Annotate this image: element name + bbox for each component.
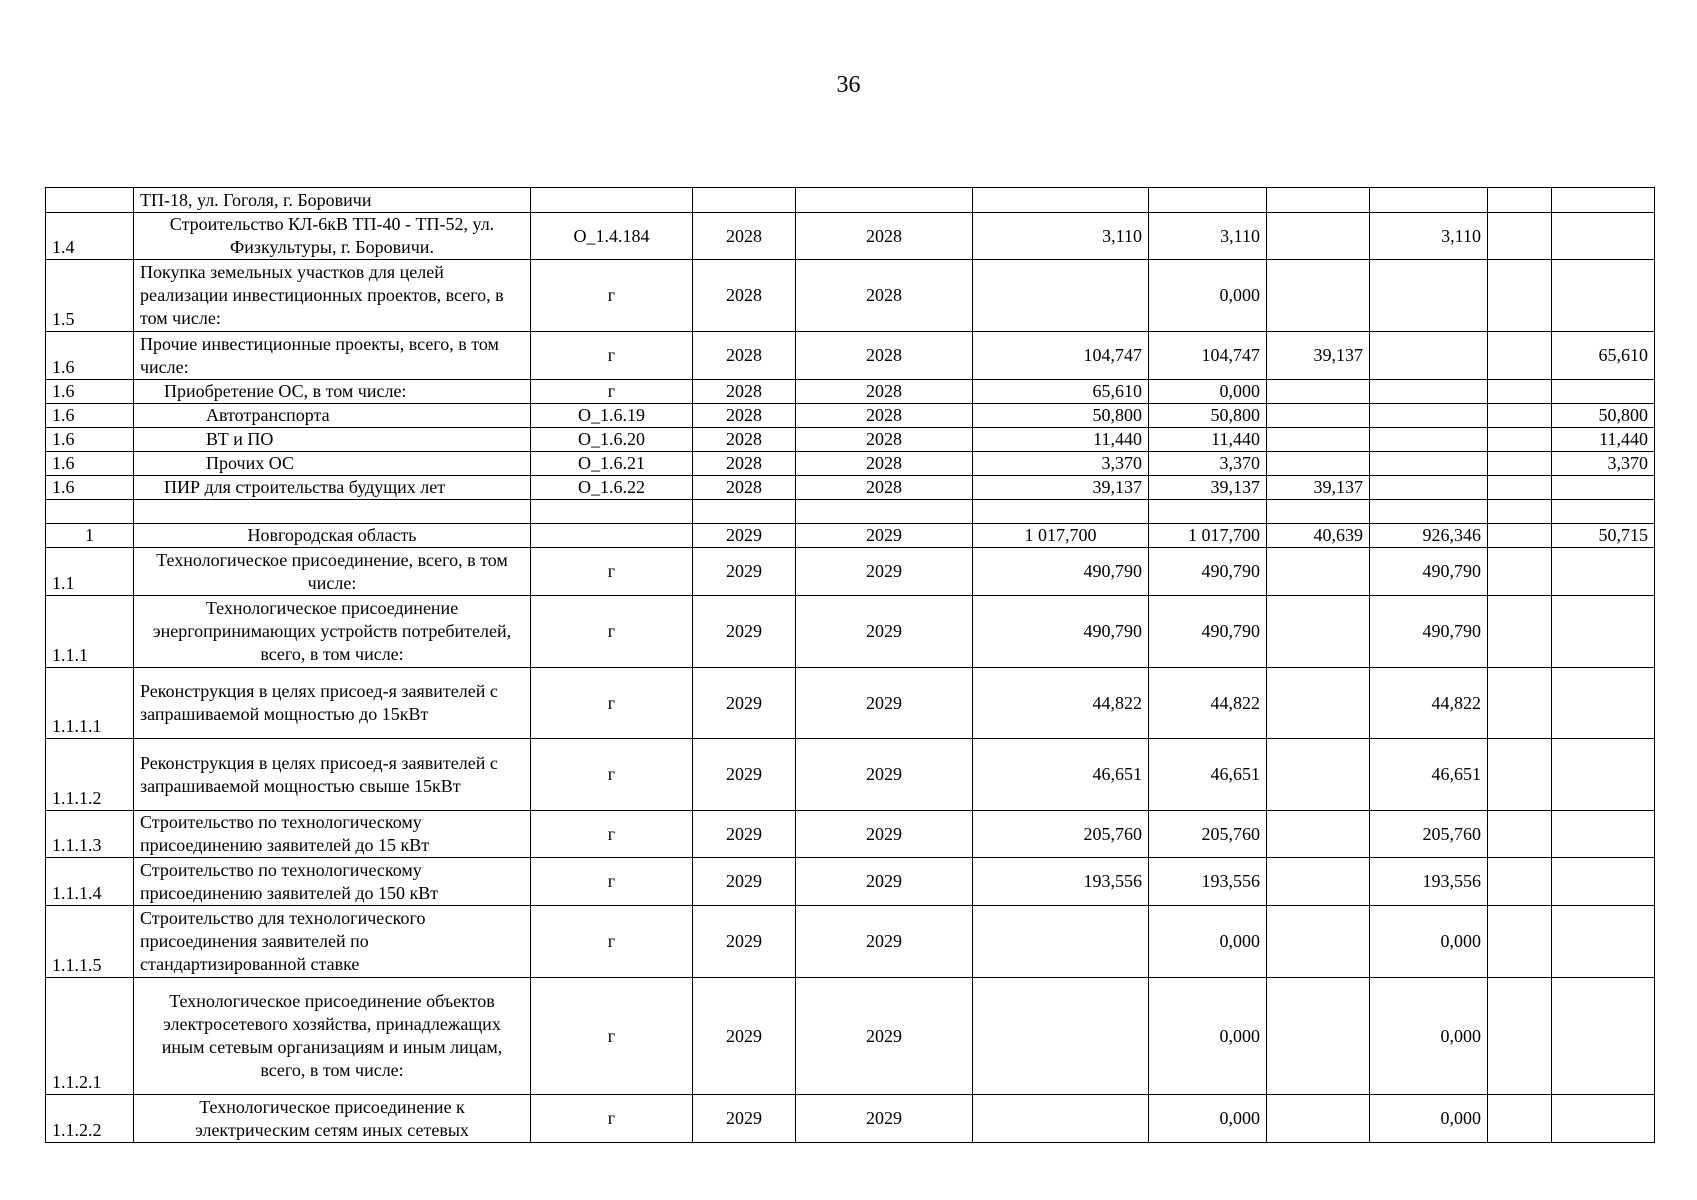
- row-value-3: 39,137: [1267, 476, 1370, 500]
- row-object-id: г: [531, 739, 693, 811]
- row-value-5: [1488, 811, 1552, 858]
- row-code: 1.6: [46, 452, 134, 476]
- row-year-end: 2029: [796, 858, 973, 906]
- row-year-end: 2029: [796, 524, 973, 548]
- investment-table: [45, 187, 1655, 1143]
- row-year-start: 2029: [693, 548, 796, 596]
- row-value-6: [1552, 213, 1655, 260]
- row-value-4: 3,110: [1370, 213, 1488, 260]
- row-value-4: 205,760: [1370, 811, 1488, 858]
- row-value-3: [1267, 428, 1370, 452]
- row-object-id: г: [531, 906, 693, 978]
- row-value-3: [1267, 404, 1370, 428]
- row-value-4: [1370, 452, 1488, 476]
- row-object-id: О_1.6.21: [531, 452, 693, 476]
- row-year-end: 2029: [796, 978, 973, 1095]
- row-value-4: 0,000: [1370, 1095, 1488, 1143]
- row-value-5: [1488, 500, 1552, 524]
- row-object-id: г: [531, 978, 693, 1095]
- row-name: Реконструкция в целях присоед-я заявителей с запрашиваемой мощностью до 15кВт: [134, 668, 531, 739]
- table-row: [46, 332, 1655, 380]
- row-value-total: 3,370: [973, 452, 1149, 476]
- row-value-3: [1267, 188, 1370, 213]
- row-object-id: г: [531, 811, 693, 858]
- row-object-id: г: [531, 1095, 693, 1143]
- row-value-2: 193,556: [1149, 858, 1267, 906]
- row-value-6: [1552, 668, 1655, 739]
- row-value-5: [1488, 524, 1552, 548]
- row-year-end: 2028: [796, 332, 973, 380]
- row-year-end: 2028: [796, 404, 973, 428]
- row-value-total: 205,760: [973, 811, 1149, 858]
- row-year-end: 2028: [796, 380, 973, 404]
- row-year-start: 2029: [693, 739, 796, 811]
- row-value-5: [1488, 380, 1552, 404]
- row-year-start: 2029: [693, 906, 796, 978]
- row-value-total: 490,790: [973, 548, 1149, 596]
- row-code: 1.1.1.3: [46, 811, 134, 858]
- row-value-3: [1267, 668, 1370, 739]
- row-value-4: 926,346: [1370, 524, 1488, 548]
- table-row: [46, 476, 1655, 500]
- row-value-2: 44,822: [1149, 668, 1267, 739]
- row-value-5: [1488, 978, 1552, 1095]
- row-name: ВТ и ПО: [134, 428, 531, 452]
- row-code: 1.1.2.2: [46, 1095, 134, 1143]
- row-value-4: 44,822: [1370, 668, 1488, 739]
- row-name: Строительство по технологическому присоединению заявителей до 150 кВт: [134, 858, 531, 906]
- row-value-3: 40,639: [1267, 524, 1370, 548]
- row-value-6: [1552, 380, 1655, 404]
- row-value-total: [973, 188, 1149, 213]
- row-name: Приобретение ОС, в том числе:: [134, 380, 531, 404]
- row-value-2: 3,110: [1149, 213, 1267, 260]
- row-value-4: 0,000: [1370, 906, 1488, 978]
- row-object-id: [531, 524, 693, 548]
- row-code: 1.1.1: [46, 596, 134, 668]
- row-value-2: 0,000: [1149, 978, 1267, 1095]
- row-code: 1.6: [46, 428, 134, 452]
- row-year-start: 2028: [693, 332, 796, 380]
- row-value-2: 0,000: [1149, 1095, 1267, 1143]
- row-year-start: 2029: [693, 596, 796, 668]
- row-value-4: 46,651: [1370, 739, 1488, 811]
- row-object-id: г: [531, 380, 693, 404]
- row-value-2: 3,370: [1149, 452, 1267, 476]
- row-year-start: 2029: [693, 1095, 796, 1143]
- row-value-total: 11,440: [973, 428, 1149, 452]
- row-object-id: [531, 500, 693, 524]
- row-name: Строительство для технологического присоединения заявителей по стандартизированной ставке: [134, 906, 531, 978]
- row-value-2: [1149, 188, 1267, 213]
- row-value-5: [1488, 213, 1552, 260]
- row-value-6: 50,800: [1552, 404, 1655, 428]
- row-name: Технологическое присоединение к электрическим сетям иных сетевых: [134, 1095, 531, 1143]
- row-value-3: [1267, 596, 1370, 668]
- row-name: Строительство по технологическому присоединению заявителей до 15 кВт: [134, 811, 531, 858]
- row-value-5: [1488, 1095, 1552, 1143]
- row-code: 1.6: [46, 380, 134, 404]
- row-value-2: 104,747: [1149, 332, 1267, 380]
- row-year-end: 2028: [796, 213, 973, 260]
- row-year-start: [693, 500, 796, 524]
- row-name: ПИР для строительства будущих лет: [134, 476, 531, 500]
- row-value-6: [1552, 548, 1655, 596]
- row-value-6: [1552, 906, 1655, 978]
- row-year-end: 2028: [796, 452, 973, 476]
- row-value-total: 44,822: [973, 668, 1149, 739]
- table-row: [46, 524, 1655, 548]
- row-value-total: 490,790: [973, 596, 1149, 668]
- row-value-5: [1488, 858, 1552, 906]
- row-value-6: 3,370: [1552, 452, 1655, 476]
- row-value-total: [973, 978, 1149, 1095]
- row-code: 1.1.1.5: [46, 906, 134, 978]
- row-value-2: 0,000: [1149, 906, 1267, 978]
- row-value-total: [973, 906, 1149, 978]
- table-row: [46, 668, 1655, 739]
- row-year-start: 2028: [693, 213, 796, 260]
- row-year-end: 2029: [796, 668, 973, 739]
- row-object-id: г: [531, 668, 693, 739]
- row-object-id: г: [531, 260, 693, 332]
- row-year-end: 2029: [796, 596, 973, 668]
- row-value-4: 193,556: [1370, 858, 1488, 906]
- row-value-5: [1488, 548, 1552, 596]
- row-object-id: О_1.4.184: [531, 213, 693, 260]
- table-row: [46, 906, 1655, 978]
- table-row: [46, 596, 1655, 668]
- row-code: [46, 188, 134, 213]
- table-row: [46, 452, 1655, 476]
- row-name: ТП-18, ул. Гоголя, г. Боровичи: [134, 188, 531, 213]
- row-value-3: [1267, 858, 1370, 906]
- row-name: Реконструкция в целях присоед-я заявителей с запрашиваемой мощностью свыше 15кВт: [134, 739, 531, 811]
- row-value-3: [1267, 811, 1370, 858]
- row-code: 1.6: [46, 476, 134, 500]
- row-value-3: [1267, 213, 1370, 260]
- row-year-end: 2029: [796, 811, 973, 858]
- row-code: 1.1: [46, 548, 134, 596]
- table-row: [46, 500, 1655, 524]
- row-year-start: [693, 188, 796, 213]
- row-object-id: г: [531, 332, 693, 380]
- row-value-4: [1370, 476, 1488, 500]
- row-year-start: 2029: [693, 978, 796, 1095]
- row-value-3: 39,137: [1267, 332, 1370, 380]
- row-code: 1.6: [46, 404, 134, 428]
- row-value-2: 39,137: [1149, 476, 1267, 500]
- row-name: Покупка земельных участков для целей реализации инвестиционных проектов, всего, в том числе:: [134, 260, 531, 332]
- row-value-5: [1488, 476, 1552, 500]
- row-value-total: 39,137: [973, 476, 1149, 500]
- row-value-total: 50,800: [973, 404, 1149, 428]
- row-value-6: [1552, 739, 1655, 811]
- row-name: Технологическое присоединение объектов электросетевого хозяйства, принадлежащих иным сетевым организациям и иным лицам, всего, в том числе:: [134, 978, 531, 1095]
- row-value-4: [1370, 332, 1488, 380]
- row-year-start: 2028: [693, 476, 796, 500]
- table-row: [46, 404, 1655, 428]
- row-value-2: 490,790: [1149, 548, 1267, 596]
- row-code: 1.1.1.4: [46, 858, 134, 906]
- row-value-total: [973, 260, 1149, 332]
- row-value-2: 0,000: [1149, 260, 1267, 332]
- row-value-5: [1488, 404, 1552, 428]
- row-year-start: 2029: [693, 524, 796, 548]
- row-value-6: 50,715: [1552, 524, 1655, 548]
- row-name: Прочих ОС: [134, 452, 531, 476]
- row-value-5: [1488, 188, 1552, 213]
- row-value-3: [1267, 500, 1370, 524]
- row-object-id: О_1.6.19: [531, 404, 693, 428]
- row-name: Технологическое присоединение энергопринимающих устройств потребителей, всего, в том числе:: [134, 596, 531, 668]
- row-value-5: [1488, 260, 1552, 332]
- row-year-end: 2029: [796, 548, 973, 596]
- row-value-5: [1488, 332, 1552, 380]
- row-value-4: [1370, 380, 1488, 404]
- row-value-4: [1370, 428, 1488, 452]
- row-value-5: [1488, 452, 1552, 476]
- row-value-3: [1267, 260, 1370, 332]
- row-code: [46, 500, 134, 524]
- table-row: [46, 380, 1655, 404]
- row-name: Автотранспорта: [134, 404, 531, 428]
- row-value-6: [1552, 500, 1655, 524]
- row-object-id: г: [531, 596, 693, 668]
- row-year-end: 2028: [796, 260, 973, 332]
- table-row: [46, 858, 1655, 906]
- row-year-start: 2028: [693, 428, 796, 452]
- row-object-id: О_1.6.20: [531, 428, 693, 452]
- row-name: Технологическое присоединение, всего, в том числе:: [134, 548, 531, 596]
- row-year-end: 2028: [796, 428, 973, 452]
- row-value-2: 490,790: [1149, 596, 1267, 668]
- row-object-id: О_1.6.22: [531, 476, 693, 500]
- row-value-6: [1552, 858, 1655, 906]
- row-value-5: [1488, 428, 1552, 452]
- row-value-total: 3,110: [973, 213, 1149, 260]
- row-value-2: 0,000: [1149, 380, 1267, 404]
- row-value-4: [1370, 500, 1488, 524]
- row-value-4: 490,790: [1370, 548, 1488, 596]
- row-year-end: 2029: [796, 739, 973, 811]
- row-name: Строительство КЛ-6кВ ТП-40 - ТП-52, ул. Физкультуры, г. Боровичи.: [134, 213, 531, 260]
- row-name: Новгородская область: [134, 524, 531, 548]
- row-value-total: [973, 500, 1149, 524]
- row-code: 1.1.1.1: [46, 668, 134, 739]
- row-code: 1.4: [46, 213, 134, 260]
- row-value-2: [1149, 500, 1267, 524]
- table-row: [46, 260, 1655, 332]
- row-name: [134, 500, 531, 524]
- row-value-4: 0,000: [1370, 978, 1488, 1095]
- row-year-start: 2028: [693, 452, 796, 476]
- row-year-end: 2028: [796, 476, 973, 500]
- row-value-6: [1552, 978, 1655, 1095]
- row-value-total: 65,610: [973, 380, 1149, 404]
- row-year-end: 2029: [796, 1095, 973, 1143]
- row-name: Прочие инвестиционные проекты, всего, в том числе:: [134, 332, 531, 380]
- row-value-4: [1370, 404, 1488, 428]
- row-value-3: [1267, 452, 1370, 476]
- row-value-total: 46,651: [973, 739, 1149, 811]
- row-value-4: 490,790: [1370, 596, 1488, 668]
- row-object-id: г: [531, 858, 693, 906]
- table-row: [46, 978, 1655, 1095]
- row-value-6: [1552, 260, 1655, 332]
- row-value-3: [1267, 380, 1370, 404]
- row-value-6: [1552, 596, 1655, 668]
- row-value-3: [1267, 978, 1370, 1095]
- row-code: 1.5: [46, 260, 134, 332]
- row-year-start: 2028: [693, 404, 796, 428]
- row-value-4: [1370, 188, 1488, 213]
- row-value-6: 11,440: [1552, 428, 1655, 452]
- row-value-total: [973, 1095, 1149, 1143]
- row-year-start: 2028: [693, 260, 796, 332]
- table-row: [46, 213, 1655, 260]
- row-value-4: [1370, 260, 1488, 332]
- row-code: 1.1.2.1: [46, 978, 134, 1095]
- row-value-5: [1488, 906, 1552, 978]
- row-value-2: 50,800: [1149, 404, 1267, 428]
- row-value-6: [1552, 811, 1655, 858]
- row-value-5: [1488, 596, 1552, 668]
- row-object-id: г: [531, 548, 693, 596]
- row-code: 1: [46, 524, 134, 548]
- row-year-start: 2029: [693, 668, 796, 739]
- table-row: [46, 739, 1655, 811]
- row-value-total: 193,556: [973, 858, 1149, 906]
- table-row: [46, 188, 1655, 213]
- row-value-6: 65,610: [1552, 332, 1655, 380]
- row-value-3: [1267, 739, 1370, 811]
- table-row: [46, 548, 1655, 596]
- row-value-total: 1 017,700: [973, 524, 1149, 548]
- row-year-start: 2029: [693, 858, 796, 906]
- row-value-total: 104,747: [973, 332, 1149, 380]
- row-value-6: [1552, 1095, 1655, 1143]
- row-year-start: 2028: [693, 380, 796, 404]
- table-row: [46, 428, 1655, 452]
- row-year-start: 2029: [693, 811, 796, 858]
- table-row: [46, 1095, 1655, 1143]
- row-value-6: [1552, 476, 1655, 500]
- table-row: [46, 811, 1655, 858]
- row-value-5: [1488, 668, 1552, 739]
- row-object-id: [531, 188, 693, 213]
- row-value-3: [1267, 548, 1370, 596]
- row-value-3: [1267, 906, 1370, 978]
- row-value-5: [1488, 739, 1552, 811]
- row-value-6: [1552, 188, 1655, 213]
- row-code: 1.6: [46, 332, 134, 380]
- row-value-2: 205,760: [1149, 811, 1267, 858]
- row-value-2: 1 017,700: [1149, 524, 1267, 548]
- row-value-2: 11,440: [1149, 428, 1267, 452]
- page-number: 36: [836, 72, 861, 98]
- row-year-end: [796, 188, 973, 213]
- row-year-end: [796, 500, 973, 524]
- row-code: 1.1.1.2: [46, 739, 134, 811]
- row-value-3: [1267, 1095, 1370, 1143]
- row-value-2: 46,651: [1149, 739, 1267, 811]
- row-year-end: 2029: [796, 906, 973, 978]
- table-body: [46, 188, 1655, 1143]
